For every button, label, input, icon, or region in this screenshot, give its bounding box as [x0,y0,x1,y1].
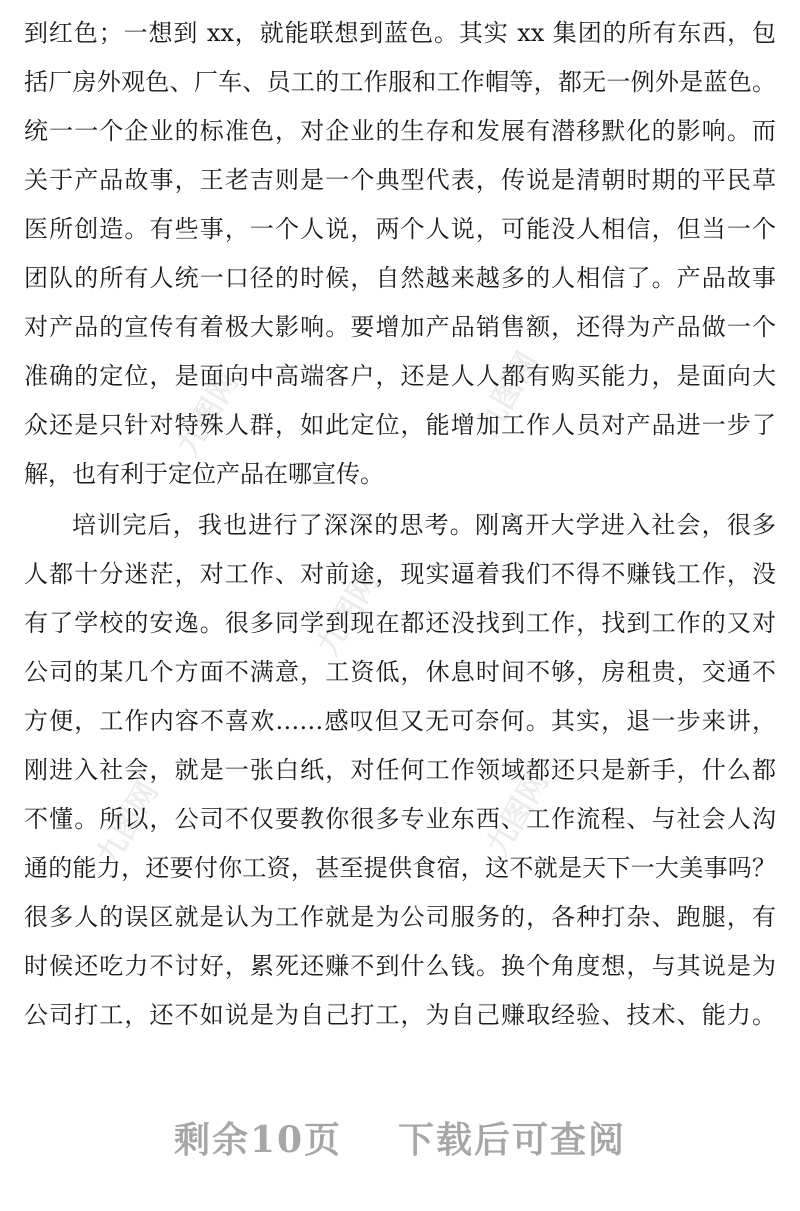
text-line: 准确的定位，是面向中高端客户，还是人人都有购买能力，是面向大 [24,362,776,390]
watermark: 九图网 [310,566,386,662]
download-prompt[interactable] [0,1112,800,1163]
text-line: 刚进入社会，就是一张白纸，对任何工作领域都还只是新手，什么都 [24,756,776,784]
text-line: 统一一个企业的标准色，对企业的生存和发展有潜移默化的影响。而 [24,117,776,145]
text-line: 医所创造。有些事，一个人说，两个人说，可能没人相信，但当一个 [24,215,776,243]
remaining-pages-label: 剩余10页 [173,1119,343,1161]
watermark: 九图网 [480,766,556,862]
text-line: 团队的所有人统一口径的时候，自然越来越多的人相信了。产品故事 [24,264,776,292]
text-line: 很多人的误区就是认为工作就是为公司服务的，各种打杂、跑腿，有 [24,903,776,931]
text-line: 对产品的宣传有着极大影响。要增加产品销售额，还得为产品做一个 [24,313,776,341]
text-line: 培训完后，我也进行了深深的思考。刚离开大学进入社会，很多 [72,511,776,539]
text-line: 众还是只针对特殊人群，如此定位，能增加工作人员对产品进一步了 [24,411,776,439]
text-line: 到红色；一想到 xx，就能联想到蓝色。其实 xx 集团的所有东西，包 [24,19,776,47]
text-line: 公司打工，还不如说是为自己打工，为自己赚取经验、技术、能力。 [24,1001,776,1029]
text-line: 方便，工作内容不喜欢……感叹但又无可奈何。其实，退一步来讲， [24,707,776,735]
text-line: 不懂。所以，公司不仅要教你很多专业东西、工作流程、与社会人沟 [24,805,776,833]
text-line: 括厂房外观色、厂车、员工的工作服和工作帽等，都无一例外是蓝色。 [24,68,776,96]
text-line: 公司的某几个方面不满意，工资低，休息时间不够，房租贵，交通不 [24,658,776,686]
watermark: 九图网 [90,776,166,872]
text-line: 人都十分迷茫，对工作、对前途，现实逼着我们不得不赚钱工作，没 [24,560,776,588]
text-line: 关于产品故事，王老吉则是一个典型代表，传说是清朝时期的平民草 [24,166,776,194]
watermark: 九图网 [470,346,546,442]
download-to-view-label[interactable]: 下载后可查阅 [398,1119,627,1161]
watermark: 九图网 [170,366,246,462]
text-line: 时候还吃力不讨好，累死还赚不到什么钱。换个角度想，与其说是为 [24,952,776,980]
text-line: 有了学校的安逸。很多同学到现在都还没找到工作，找到工作的又对 [24,609,776,637]
text-line: 解，也有利于定位产品在哪宣传。 [24,460,384,488]
text-line: 通的能力，还要付你工资，甚至提供食宿，这不就是天下一大美事吗？ [24,854,776,882]
